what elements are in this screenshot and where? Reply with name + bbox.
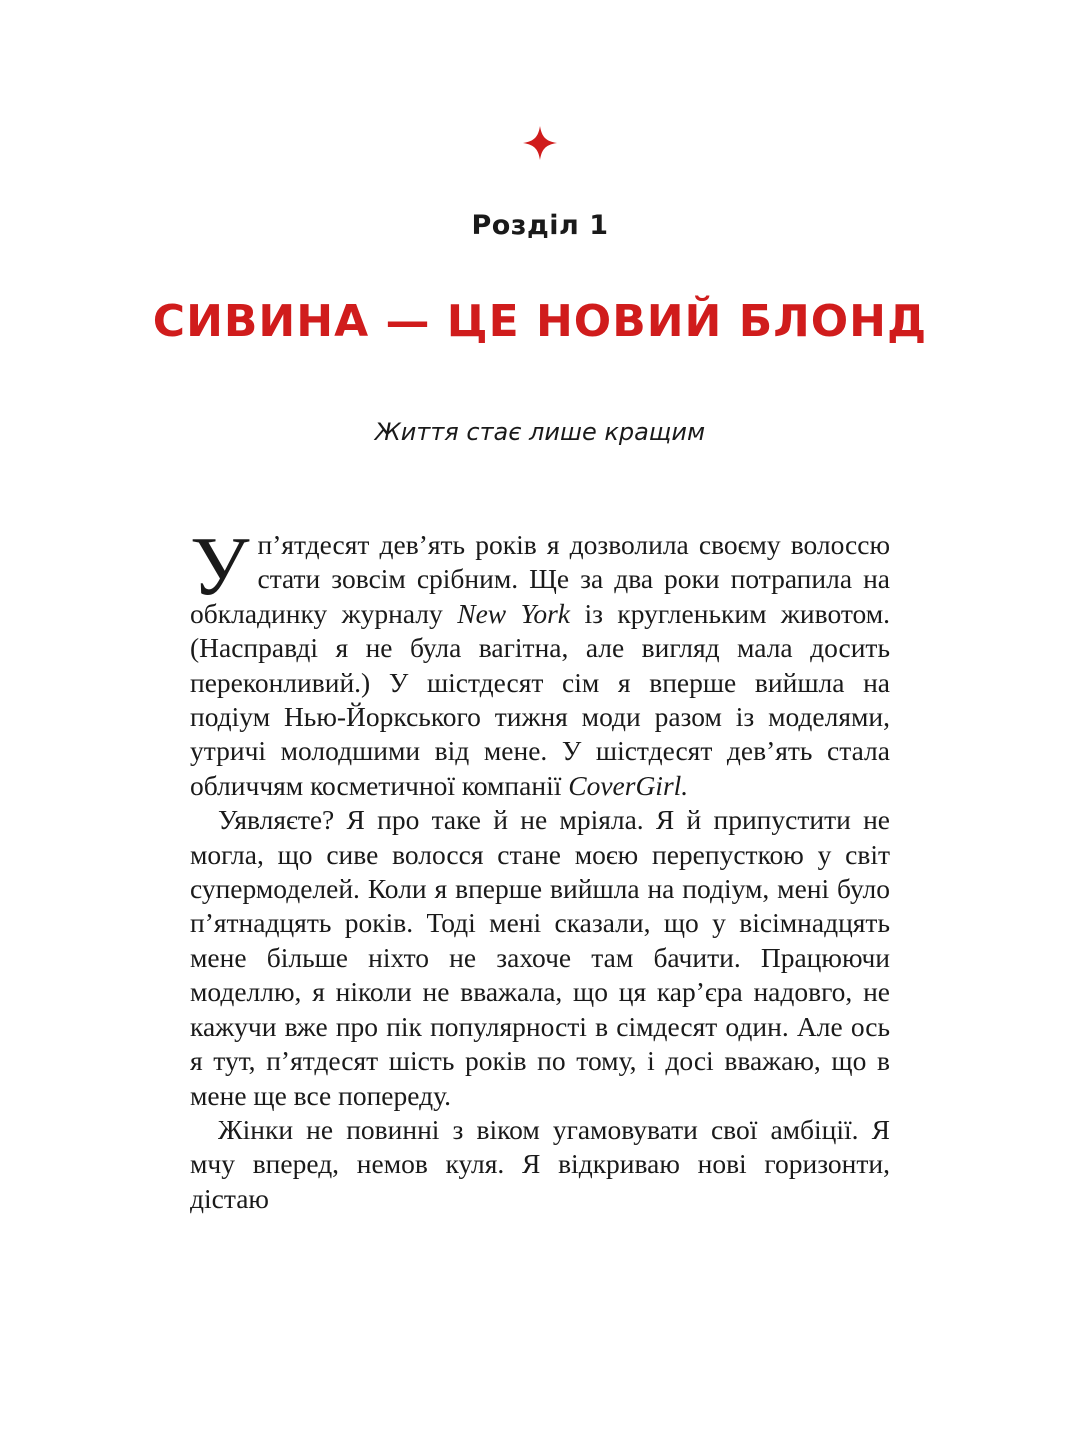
chapter-body bbox=[190, 520, 890, 1216]
paragraph-1 bbox=[190, 520, 890, 803]
drop-cap: У bbox=[190, 520, 250, 613]
chapter-subtitle: Життя стає лише кращим bbox=[374, 418, 706, 446]
paragraph-2: Уявляєте? Я про таке й не мріяла. Я й припустити не могла, що сиве волосся стане моєю перепусткою у світ супермоделей. Коли я вперше вийшла на подіум, мені було п’ятнадцять років. Тоді мені сказали, що у вісімнадцять мене більше ніхто не захоче там бачити. Працюючи моделлю, я ніколи не вважала, що ця кар’єра надовго, не кажучи вже про пік популярності в сімдесят один. Але ось я тут, п’ятдесят шість років по тому, і досі вважаю, що в мене ще все попереду. bbox=[190, 804, 890, 1111]
magazine-name: New York bbox=[457, 597, 571, 629]
paragraph-3: Жінки не повинні з віком угамовувати свої амбіції. Я мчу вперед, немов куля. Я відкриваю нові горизонти, дістаю bbox=[190, 1113, 890, 1214]
chapter-title: СИВИНА — ЦЕ НОВИЙ БЛОНД bbox=[152, 296, 928, 347]
paragraph-1-text-b: із кругленьким животом. (Насправді я не була вагітна, але вигляд мала досить переконливий.) У шістдесят сім я вперше вийшла на подіум Нью-Йоркського тижня моди разом із моделями, утричі молодшими від мене. У шістдесят дев’ять стала обличчям косметичної компанії bbox=[190, 597, 890, 801]
company-name: CoverGirl. bbox=[568, 769, 689, 801]
four-point-star-icon bbox=[523, 126, 557, 160]
paragraph-1-text-a: п’ятдесят дев’ять років я дозволила своєму волоссю стати зовсім срібним. Ще за два роки потрапила на обкладинку журналу bbox=[190, 529, 890, 629]
chapter-label: Розділ 1 bbox=[471, 210, 609, 241]
